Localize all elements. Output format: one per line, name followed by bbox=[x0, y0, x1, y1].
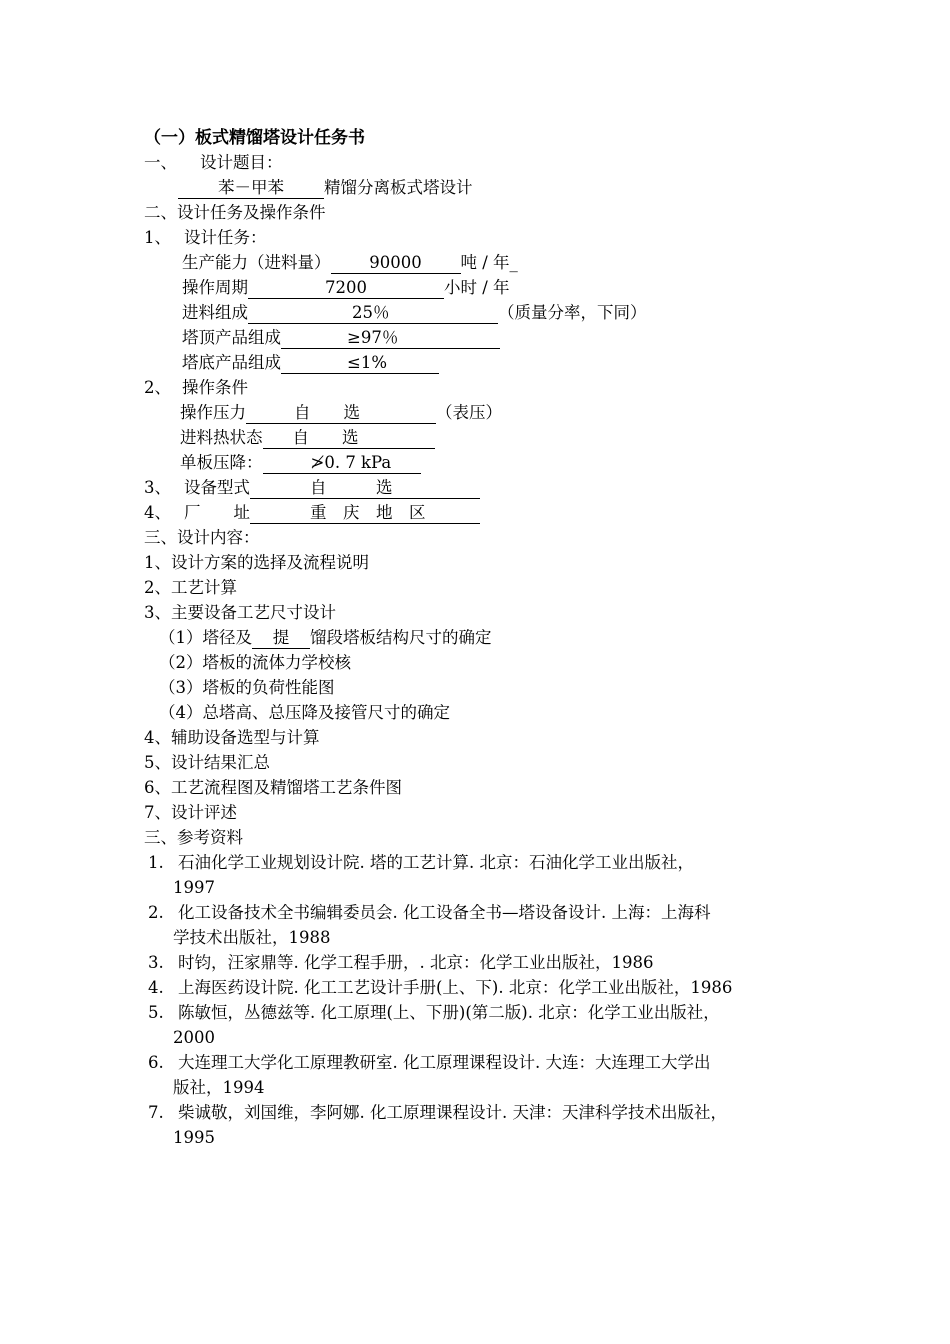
reference-text: 化工设备技术全书编辑委员会. 化工设备全书—塔设备设计. 上海：上海科 bbox=[178, 903, 711, 922]
pressure-drop-value: ≯0. 7 kPa bbox=[263, 454, 421, 474]
references-heading: 三、参考资料 bbox=[144, 828, 243, 847]
content-item: 4、辅助设备选型与计算 bbox=[144, 728, 320, 747]
content-item: 3、主要设备工艺尺寸设计 bbox=[144, 603, 336, 622]
content-item: 7、设计评述 bbox=[144, 803, 237, 822]
reference-text-cont: 1995 bbox=[173, 1128, 215, 1147]
sub-item: （2）塔板的流体力学校核 bbox=[159, 653, 351, 672]
equipment-type-value: 自 选 bbox=[250, 479, 480, 499]
top-product-value: ≥97％ bbox=[281, 329, 500, 349]
sub-item-blank: 提 bbox=[252, 629, 310, 649]
capacity-row bbox=[182, 252, 518, 274]
reference-text: 陈敏恒，丛德兹等. 化工原理(上、下册)(第二版). 北京：化学工业出版社， bbox=[178, 1003, 720, 1022]
plate-pressure-drop-row bbox=[180, 452, 421, 474]
reference-text: 大连理工大学化工原理教研室. 化工原理课程设计. 大连：大连理工大学出 bbox=[178, 1053, 711, 1072]
site-value: 重 庆 地 区 bbox=[250, 504, 480, 524]
capacity-unit: 吨 / 年_ bbox=[460, 253, 518, 272]
reference-number: 3. bbox=[148, 953, 164, 972]
reference-number: 4. bbox=[148, 978, 164, 997]
sub-item: （4）总塔高、总压降及接管尺寸的确定 bbox=[159, 703, 450, 722]
reference-number: 1. bbox=[148, 853, 164, 872]
feed-value: 25％ bbox=[248, 304, 498, 324]
equipment-type-label: 设备型式 bbox=[184, 478, 250, 497]
reference-text-cont: 2000 bbox=[173, 1028, 215, 1047]
equipment-type-row bbox=[184, 477, 480, 499]
pressure-drop-label: 单板压降： bbox=[180, 453, 263, 472]
section-2-heading: 二、设计任务及操作条件 bbox=[144, 203, 326, 222]
thermal-state-value: 自 选 bbox=[263, 429, 435, 449]
site-number: 4、 bbox=[144, 503, 171, 522]
topic-rest: 精馏分离板式塔设计 bbox=[324, 178, 473, 197]
reference-number: 6. bbox=[148, 1053, 164, 1072]
reference-text: 上海医药设计院. 化工工艺设计手册(上、下). 北京：化学工业出版社，1986 bbox=[178, 978, 733, 997]
reference-number: 7. bbox=[148, 1103, 164, 1122]
period-row bbox=[182, 277, 510, 299]
site-label: 厂 址 bbox=[184, 503, 250, 522]
feed-composition-row bbox=[182, 302, 647, 324]
task-label: 设计任务： bbox=[184, 228, 267, 247]
period-label: 操作周期 bbox=[182, 278, 248, 297]
content-item: 1、设计方案的选择及流程说明 bbox=[144, 553, 369, 572]
thermal-state-label: 进料热状态 bbox=[180, 428, 263, 447]
section-3-heading: 三、设计内容： bbox=[144, 528, 260, 547]
top-product-label: 塔顶产品组成 bbox=[182, 328, 281, 347]
capacity-label: 生产能力（进料量） bbox=[182, 253, 331, 272]
conditions-number: 2、 bbox=[144, 378, 171, 397]
reference-text-cont: 1997 bbox=[173, 878, 215, 897]
bottom-product-value: ≤1% bbox=[281, 354, 439, 374]
pressure-label: 操作压力 bbox=[180, 403, 246, 422]
content-item: 5、设计结果汇总 bbox=[144, 753, 270, 772]
pressure-note: （表压） bbox=[436, 403, 502, 422]
period-unit: 小时 / 年 bbox=[444, 278, 510, 297]
reference-text: 柴诚敬，刘国维，李阿娜. 化工原理课程设计. 天津：天津科学技术出版社， bbox=[178, 1103, 727, 1122]
content-item: 6、工艺流程图及精馏塔工艺条件图 bbox=[144, 778, 402, 797]
section-1-label: 设计题目： bbox=[200, 153, 283, 172]
topic-line bbox=[178, 177, 473, 199]
feed-label: 进料组成 bbox=[182, 303, 248, 322]
period-value: 7200 bbox=[248, 279, 444, 299]
reference-text: 石油化学工业规划设计院. 塔的工艺计算. 北京：石油化学工业出版社， bbox=[178, 853, 694, 872]
equipment-type-number: 3、 bbox=[144, 478, 171, 497]
conditions-label: 操作条件 bbox=[182, 378, 248, 397]
reference-number: 2. bbox=[148, 903, 164, 922]
capacity-value: 90000 bbox=[331, 254, 461, 274]
task-number: 1、 bbox=[144, 228, 171, 247]
reference-text-cont: 版社，1994 bbox=[173, 1078, 265, 1097]
bottom-product-label: 塔底产品组成 bbox=[182, 353, 281, 372]
pressure-value: 自 选 bbox=[246, 404, 436, 424]
sub-item-part: （1）塔径及 bbox=[159, 628, 252, 647]
site-row bbox=[184, 502, 480, 524]
sub-item bbox=[159, 627, 492, 649]
topic-system: 苯－甲苯 bbox=[178, 179, 324, 199]
section-1-number: 一、 bbox=[144, 153, 177, 172]
sub-item-part: 馏段塔板结构尺寸的确定 bbox=[310, 628, 492, 647]
thermal-state-row bbox=[180, 427, 435, 449]
content-item: 2、工艺计算 bbox=[144, 578, 237, 597]
reference-text: 时钧，汪家鼎等. 化学工程手册，. 北京：化学工业出版社，1986 bbox=[178, 953, 654, 972]
feed-note: （质量分率，下同） bbox=[498, 303, 647, 322]
document-title: （一）板式精馏塔设计任务书 bbox=[144, 128, 365, 148]
reference-number: 5. bbox=[148, 1003, 164, 1022]
pressure-row bbox=[180, 402, 502, 424]
bottom-product-row bbox=[182, 352, 439, 374]
reference-text-cont: 学技术出版社，1988 bbox=[173, 928, 331, 947]
top-product-row bbox=[182, 327, 500, 349]
sub-item: （3）塔板的负荷性能图 bbox=[159, 678, 335, 697]
